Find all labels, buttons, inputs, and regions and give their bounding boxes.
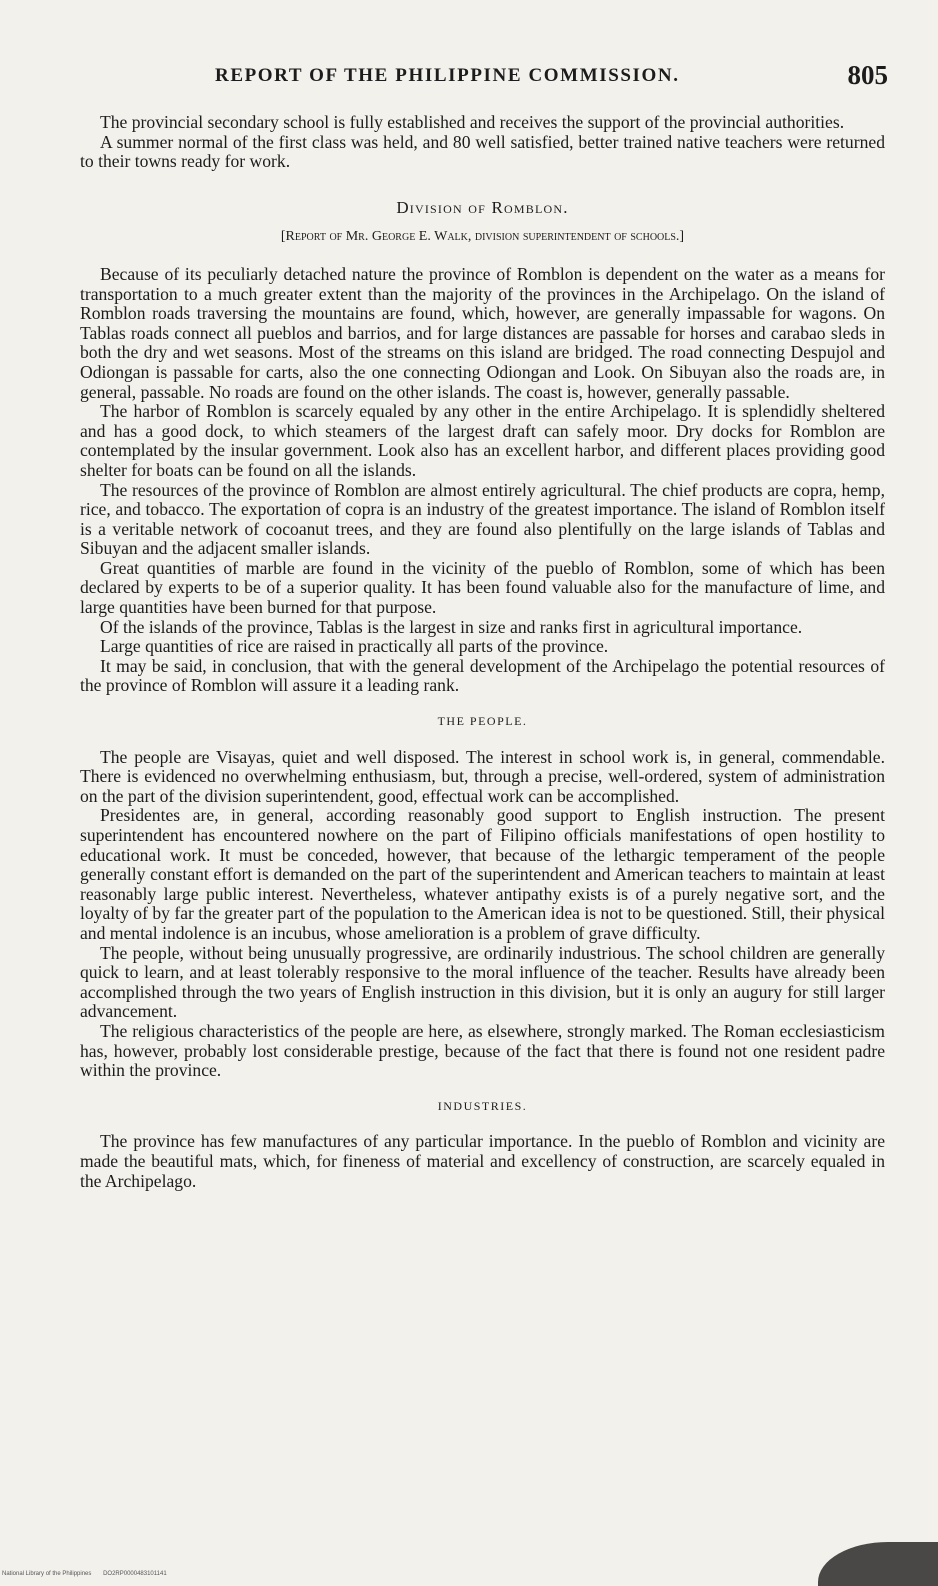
people-paragraph: Presidentes are, in general, according reasonably good support to English instruction. The present superintendent has encountered nowhere on the part of Filipino officials manifestations of open hostility to educational work. It must be conceded, however, that because of the lethargic temperament of the people generally constant effort is demanded on the part of the superintendent and American teachers to maintain at least reasonably large public interest. Nevertheless, whatever antipathy exists is of a purely negative sort, and the loyalty of by far the greater part of the population to the American idea is not to be questioned. Still, their physical and mental indolence is an incubus, whose amelioration is a problem of grave difficulty. (80, 805, 885, 943)
scan-thumb-blot (818, 1542, 938, 1586)
scan-footer (2, 1571, 177, 1577)
people-paragraph: The religious characteristics of the people are here, as elsewhere, strongly marked. The Roman ecclesiasticism has, however, probably lost considerable prestige, because of the fact that there is found not one resident padre within the province. (80, 1020, 885, 1081)
intro-paragraph: The provincial secondary school is fully established and receives the support of the provincial authorities. (100, 112, 845, 132)
division-title: Division of Romblon. (396, 197, 569, 217)
body-paragraph: It may be said, in conclusion, that with the general development of the Archipelago the potential resources of the province of Romblon will assure it a leading rank. (80, 655, 885, 696)
people-paragraph: The people, without being unusually progressive, are ordinarily industrious. The school children are generally quick to learn, and at least tolerably responsive to the moral influence of the teacher. Results have already been accomplished through the two years of English instruction in this division, but it is only an augury for still larger advancement. (80, 942, 885, 1022)
body-paragraph: The harbor of Romblon is scarcely equaled by any other in the entire Archipelago. It is splendidly sheltered and has a good dock, to which steamers of the largest draft can safely moor. Dry docks for Romblon are contemplated by the insular government. Look also has an excellent harbor, and different places providing good shelter for boats can be found on all the islands. (80, 401, 885, 480)
running-head: REPORT OF THE PHILIPPINE COMMISSION. (215, 65, 680, 86)
report-note (80, 227, 885, 247)
page-number: 805 (847, 60, 888, 90)
page-header (0, 60, 938, 94)
body-paragraph: Of the islands of the province, Tablas is the largest in size and ranks first in agricultural importance. (100, 616, 803, 637)
page-body (80, 113, 885, 1191)
report-note-name: George E. Walk (371, 229, 468, 245)
body-paragraph: The resources of the province of Romblon are almost entirely agricultural. The chief products are copra, hemp, rice, and tobacco. The exportation of copra is an industry of the greatest importance. The island of Romblon itself is a veritable network of cocoanut trees, and they are found also plentifully on the large islands of Tablas and Sibuyan and the adjacent smaller islands. (80, 479, 885, 559)
section-heading-industries: INDUSTRIES. (437, 1098, 528, 1113)
section-heading-people: THE PEOPLE. (437, 714, 528, 729)
industries-paragraph: The province has few manufactures of any particular importance. In the pueblo of Romblon and vicinity are made the beautiful mats, which, for fineness of material and excellency of construction, are scarcely equaled in the Archipelago. (80, 1131, 885, 1191)
people-paragraph: The people are Visayas, quiet and well disposed. The interest in school work is, in general, commendable. There is evidenced no overwhelming enthusiasm, but, through a precise, well-ordered, system of administration on the part of the division superintendent, good, effectual work can be accomplished. (80, 746, 885, 806)
body-paragraph: Great quantities of marble are found in the vicinity of the pueblo of Romblon, some of which has been declared by experts to be of a superior quality. It has been found valuable also for the manufacture of lime, and large quantities have been burned for that purpose. (80, 557, 885, 618)
report-note-prefix: [Report of Mr. (280, 229, 372, 245)
body-paragraph: Because of its peculiarly detached nature the province of Romblon is dependent on the water as a means for transportation to a much greater extent than the majority of the provinces in the Archipelago. On the island of Romblon roads traversing the mountains are found, which, however, are generally impassable for wagons. On Tablas roads connect all pueblos and barrios, and for large distances are passable for horses and carabao sleds in both the dry and wet seasons. Most of the streams on this island are bridged. The road connecting Despujol and Odiongan is passable for carts, also the one connecting Odiongan and Look. On Sibuyan also the roads are, in general, passable. No roads are found on the other islands. The coast is, however, generally passable. (80, 263, 885, 402)
body-paragraph: Large quantities of rice are raised in practically all parts of the province. (100, 636, 609, 657)
footer-identifier: DO2RP0000483101141 (103, 1571, 167, 1577)
intro-paragraph: A summer normal of the first class was held, and 80 well satisfied, better trained native teachers were returned to their towns ready for work. (80, 131, 885, 172)
footer-library: National Library of the Philippines (2, 1571, 92, 1577)
report-note-suffix: , division superintendent of schools.] (467, 229, 685, 245)
